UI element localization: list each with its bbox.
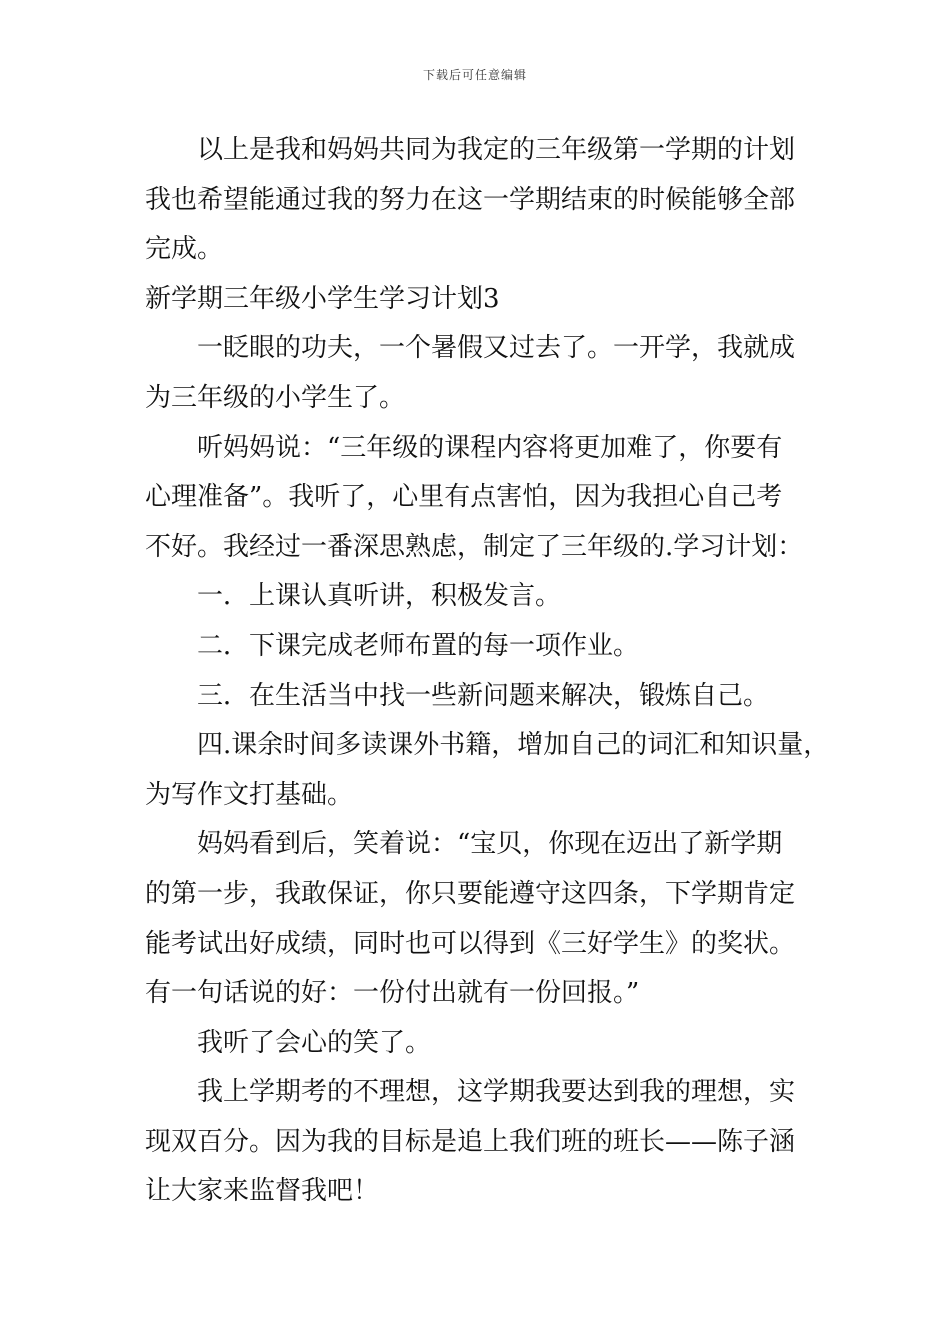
- text-line: 不好。我经过一番深思熟虑，制定了三年级的.学习计划：: [145, 531, 804, 562]
- list-item: 二．下课完成老师布置的每一项作业。: [197, 630, 640, 661]
- text-line: 完成。: [145, 234, 224, 265]
- text-line: 现双百分。因为我的目标是追上我们班的班长——陈子涵: [145, 1126, 796, 1157]
- text-line: 以上是我和妈妈共同为我定的三年级第一学期的计划: [197, 135, 796, 165]
- text-line: 我听了会心的笑了。: [197, 1027, 432, 1058]
- text-line: 为三年级的小学生了。: [145, 382, 406, 413]
- document-body: [145, 126, 835, 1217]
- text-line: 让大家来监督我吧！: [145, 1176, 380, 1207]
- section-title: 新学期三年级小学生学习计划3: [145, 283, 500, 314]
- list-item: 一．上课认真听讲，积极发言。: [197, 581, 562, 612]
- text-line: 能考试出好成绩，同时也可以得到《三好学生》的奖状。: [145, 928, 796, 959]
- text-line: 我也希望能通过我的努力在这一学期结束的时候能够全部: [145, 184, 796, 215]
- text-line: 听妈妈说：“三年级的课程内容将更加难了，你要有: [197, 432, 783, 463]
- text-line: 心理准备”。我听了，心里有点害怕，因为我担心自己考: [145, 482, 783, 513]
- header-note: 下载后可任意编辑: [422, 68, 527, 82]
- text-line: 一眨眼的功夫，一个暑假又过去了。一开学，我就成: [197, 333, 796, 364]
- list-item: 三．在生活当中找一些新问题来解决，锻炼自己。: [197, 680, 770, 711]
- text-line: 我上学期考的不理想，这学期我要达到我的理想，实: [197, 1077, 796, 1108]
- text-line: 妈妈看到后，笑着说：“宝贝，你现在迈出了新学期: [197, 829, 783, 860]
- list-item: 四.课余时间多读课外书籍，增加自己的词汇和知识量，: [197, 730, 830, 761]
- text-line: 为写作文打基础。: [145, 779, 354, 810]
- text-line: 有一句话说的好：一份付出就有一份回报。”: [145, 978, 640, 1009]
- text-line: 的第一步，我敢保证，你只要能遵守这四条，下学期肯定: [145, 878, 796, 909]
